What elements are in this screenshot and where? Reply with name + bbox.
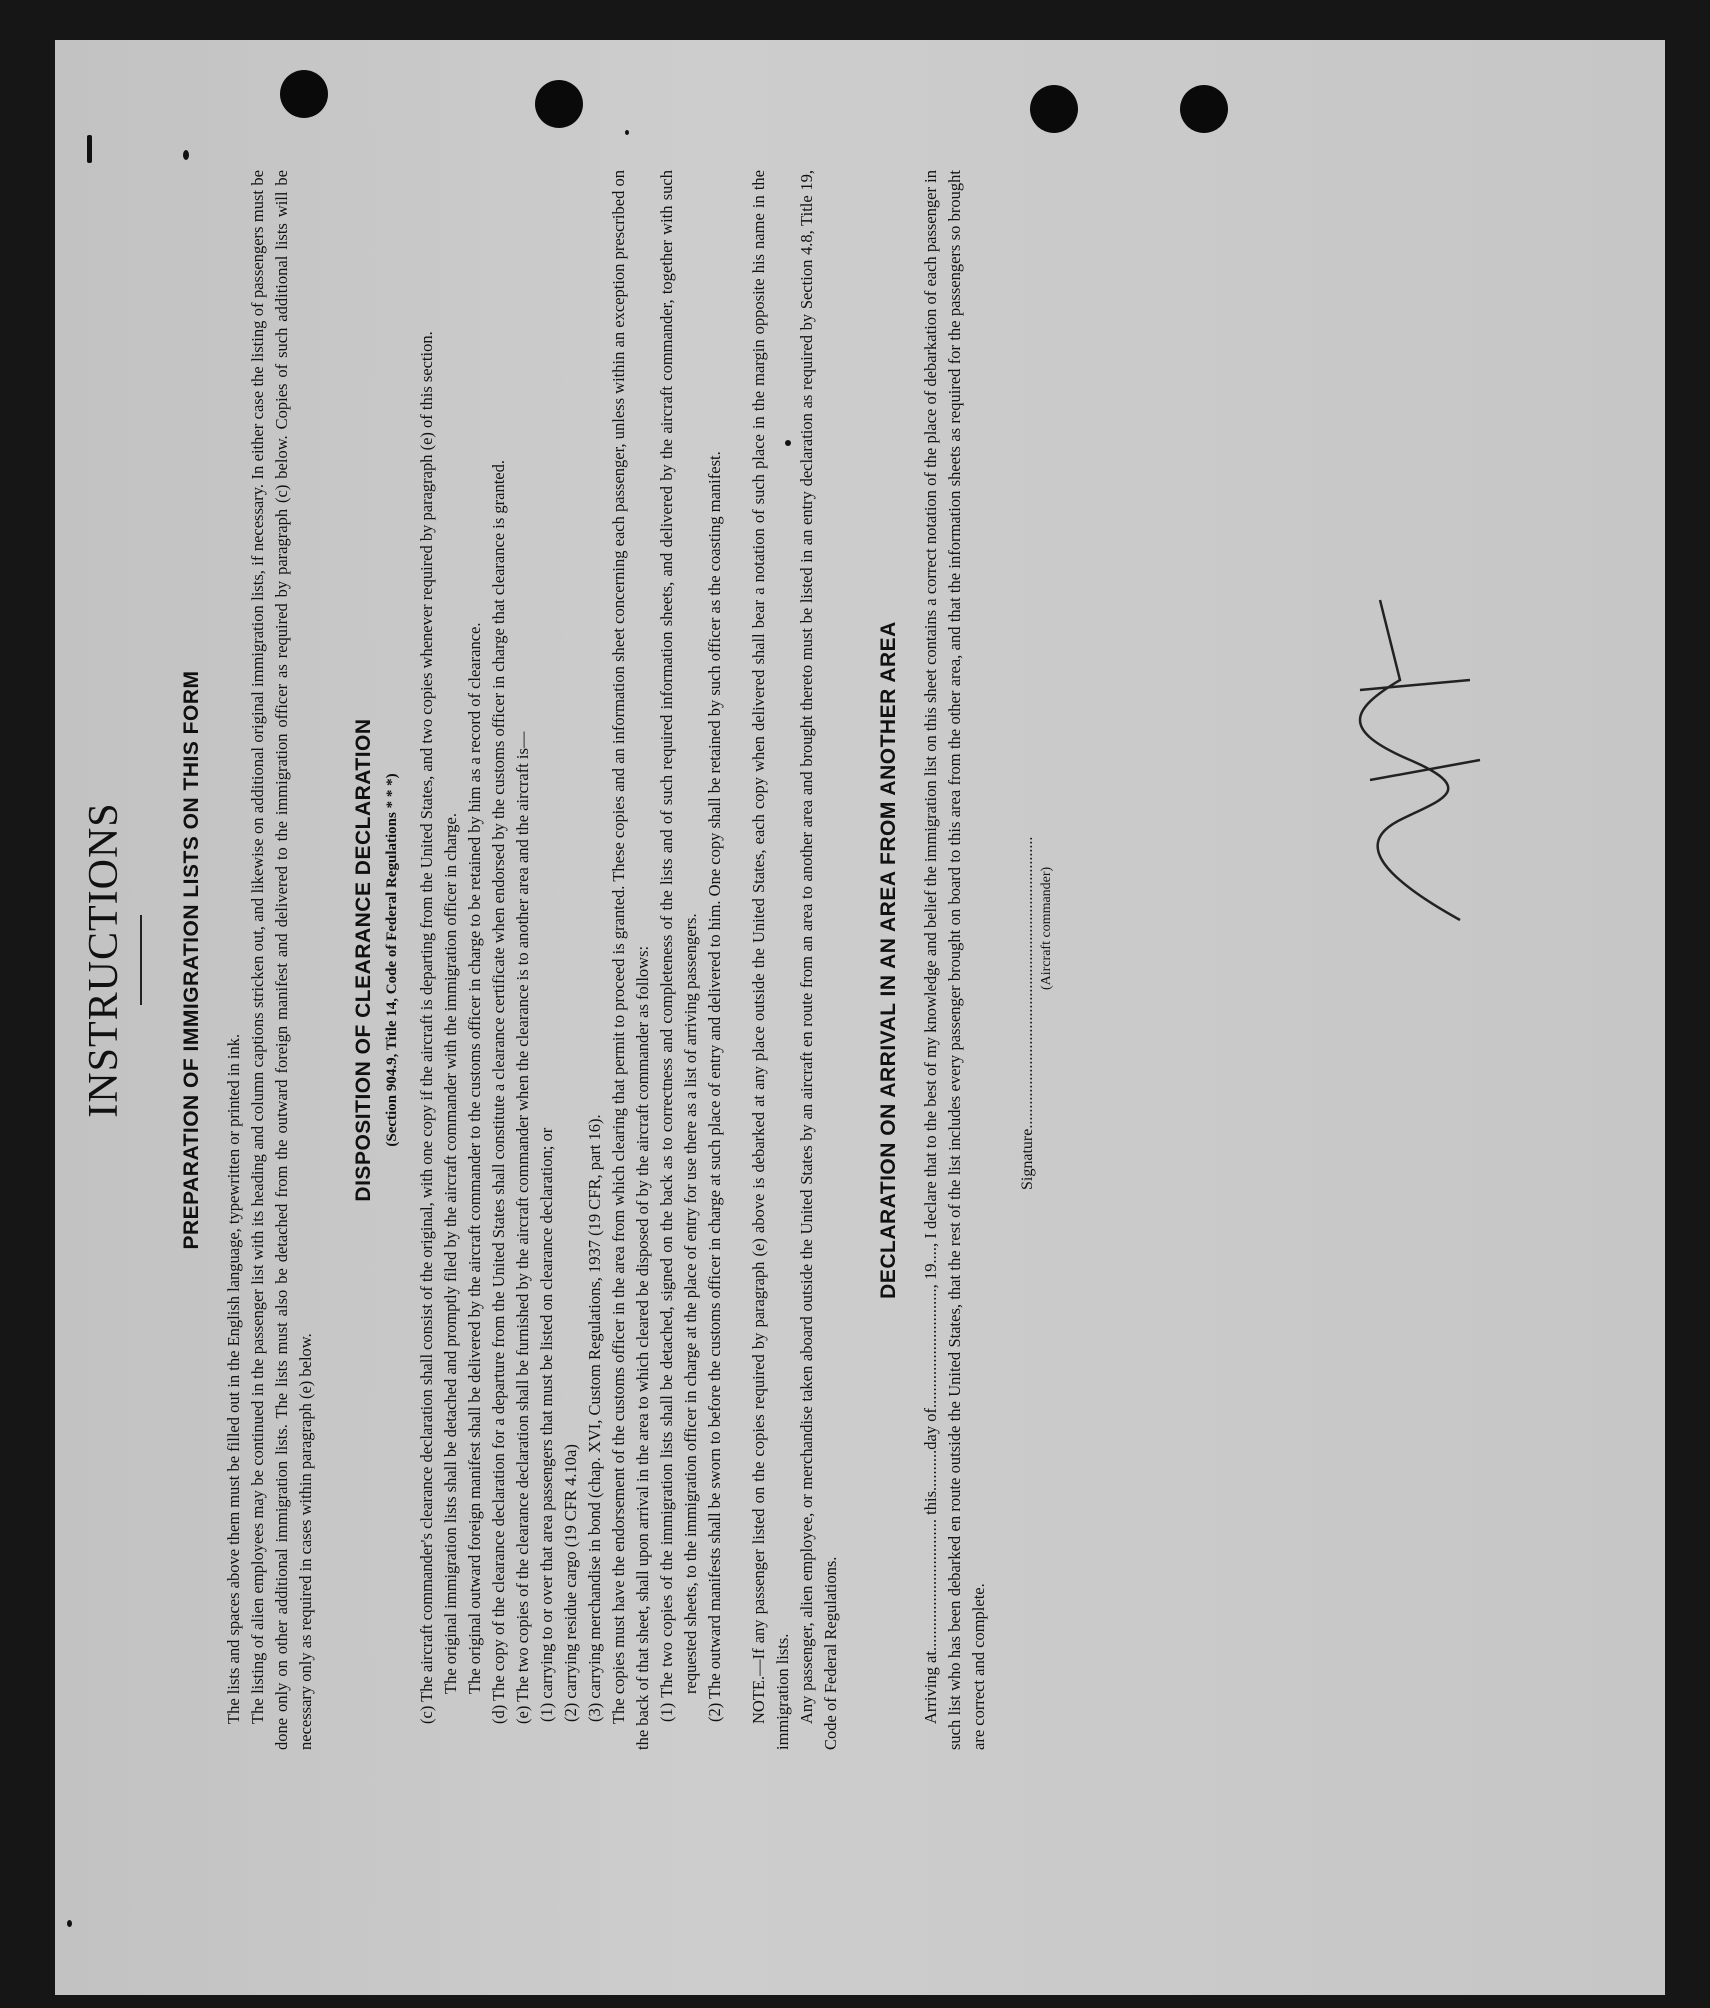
speck bbox=[67, 1920, 72, 1927]
list-item: (2) carrying residue cargo (19 CFR 4.10a) bbox=[561, 1444, 580, 1722]
punch-hole bbox=[280, 70, 328, 118]
page-title: INSTRUCTIONS bbox=[81, 802, 127, 1118]
handwritten-signature bbox=[1340, 570, 1490, 930]
punch-hole bbox=[535, 80, 583, 128]
paragraph-c2: The original outward foreign manifest shall be delivered by the aircraft commander to the customs officer in charge to be retained by him as a record of clearance. bbox=[465, 622, 484, 1694]
section-heading-disposition: DISPOSITION OF CLEARANCE DECLARATION bbox=[352, 718, 375, 1202]
section-heading-declaration: DECLARATION ON ARRIVAL IN AN AREA FROM ANOTHER AREA bbox=[877, 621, 900, 1299]
paragraph-c1: The original immigration lists shall be detached and promptly filed by the aircraft commander with the immigration officer in charge. bbox=[441, 813, 460, 1694]
paragraph-any: Any passenger, alien employee, or merchandise taken aboard outside the United States by an aircraft en route from an area to another area and brought thereto must be listed in an entry declaration as required by Section 4.8, Title 19, Code of Federal Regulations. bbox=[797, 170, 840, 1750]
rotated-content bbox=[80, 170, 1520, 1750]
list-item: (3) carrying merchandise in bond (chap. XVI, Custom Regulations, 1937 (19 CFR, part 16). bbox=[585, 1114, 604, 1722]
paragraph: The listing of alien employees may be continued in the passenger list with its heading and column captions stricken out, and likewise on additional original immigration lists, if necessary. In either case the listing of passengers must be done only on other additional immigration lists. The lists must also be detached from the outward foreign manifest and delivered to the immigration officer as required by paragraph (c) below. Copies of such additional lists will be necessary only as required in cases within paragraph (e) below. bbox=[248, 170, 315, 1750]
paragraph-c: (c) The aircraft commander's clearance declaration shall consist of the original, with one copy if the aircraft is departing from the United States, and two copies whenever required by paragraph (e) of this section. bbox=[417, 331, 436, 1724]
paragraph-copies: The copies must have the endorsement of the customs officer in the area from which clearing that permit to proceed is granted. These copies and an information sheet concerning each passenger, unless within an exception prescribed on the back of that sheet, shall upon arrival in the area to which cleared be disposed of by the aircraft commander as follows: bbox=[609, 170, 652, 1750]
punch-hole bbox=[1180, 85, 1228, 133]
declaration-text: Arriving at................................ this..........day of............................., 19...., I declare that to the best of my knowledge and belief the immigration list on this sheet contains a correct notation of the place of debarkation of each passenger in such list who has been debarked en route outside the United States, that the rest of the list includes every passenger brought on board to this area from the other area, and that the information sheets as required for the passengers so brought are correct and complete. bbox=[921, 170, 988, 1750]
paragraph-e: (e) The two copies of the clearance declaration shall be furnished by the aircraft commander when the clearance is to another area and the aircraft is— bbox=[513, 731, 532, 1724]
section-subheading: (Section 904.9, Title 14, Code of Federal Regulations * * *) bbox=[384, 773, 400, 1147]
speck bbox=[625, 130, 629, 135]
list-item: (2) The outward manifests shall be sworn to before the customs officer in charge at such place of entry and delivered to him. One copy shall be retained by such officer as the coasting manifest. bbox=[705, 451, 724, 1722]
section-heading-preparation: PREPARATION OF IMMIGRATION LISTS ON THIS FORM bbox=[180, 670, 203, 1250]
paragraph: The lists and spaces above them must be filled out in the English language, typewritten or printed in ink. bbox=[224, 1033, 243, 1724]
title-rule bbox=[140, 915, 142, 1005]
list-item: (1) The two copies of the immigration lists shall be detached, signed on the back as to correctness and completeness of the lists and of such required information sheets, and delivered by the aircraft commander, together with such requested sheets, to the immigration officer in charge at the place of entry for use there as a list of arriving passengers. bbox=[657, 170, 700, 1722]
paragraph-note: NOTE.—If any passenger listed on the copies required by paragraph (e) above is debarked at any place outside the United States, each copy when delivered shall bear a notation of such place in the margin opposite his name in the immigration lists. bbox=[749, 170, 792, 1750]
signature-line: Signature......................................................................... bbox=[1019, 836, 1036, 1190]
signature-caption: (Aircraft commander) bbox=[1039, 866, 1054, 990]
punch-hole bbox=[1030, 85, 1078, 133]
speck bbox=[87, 135, 92, 163]
list-item: (1) carrying to or over that area passengers that must be listed on clearance declaration; or bbox=[537, 1127, 556, 1722]
speck bbox=[183, 150, 189, 160]
paragraph-d: (d) The copy of the clearance declaration for a departure from the United States shall constitute a clearance certificate when endorsed by the customs officer in charge that clearance is granted. bbox=[489, 460, 508, 1724]
